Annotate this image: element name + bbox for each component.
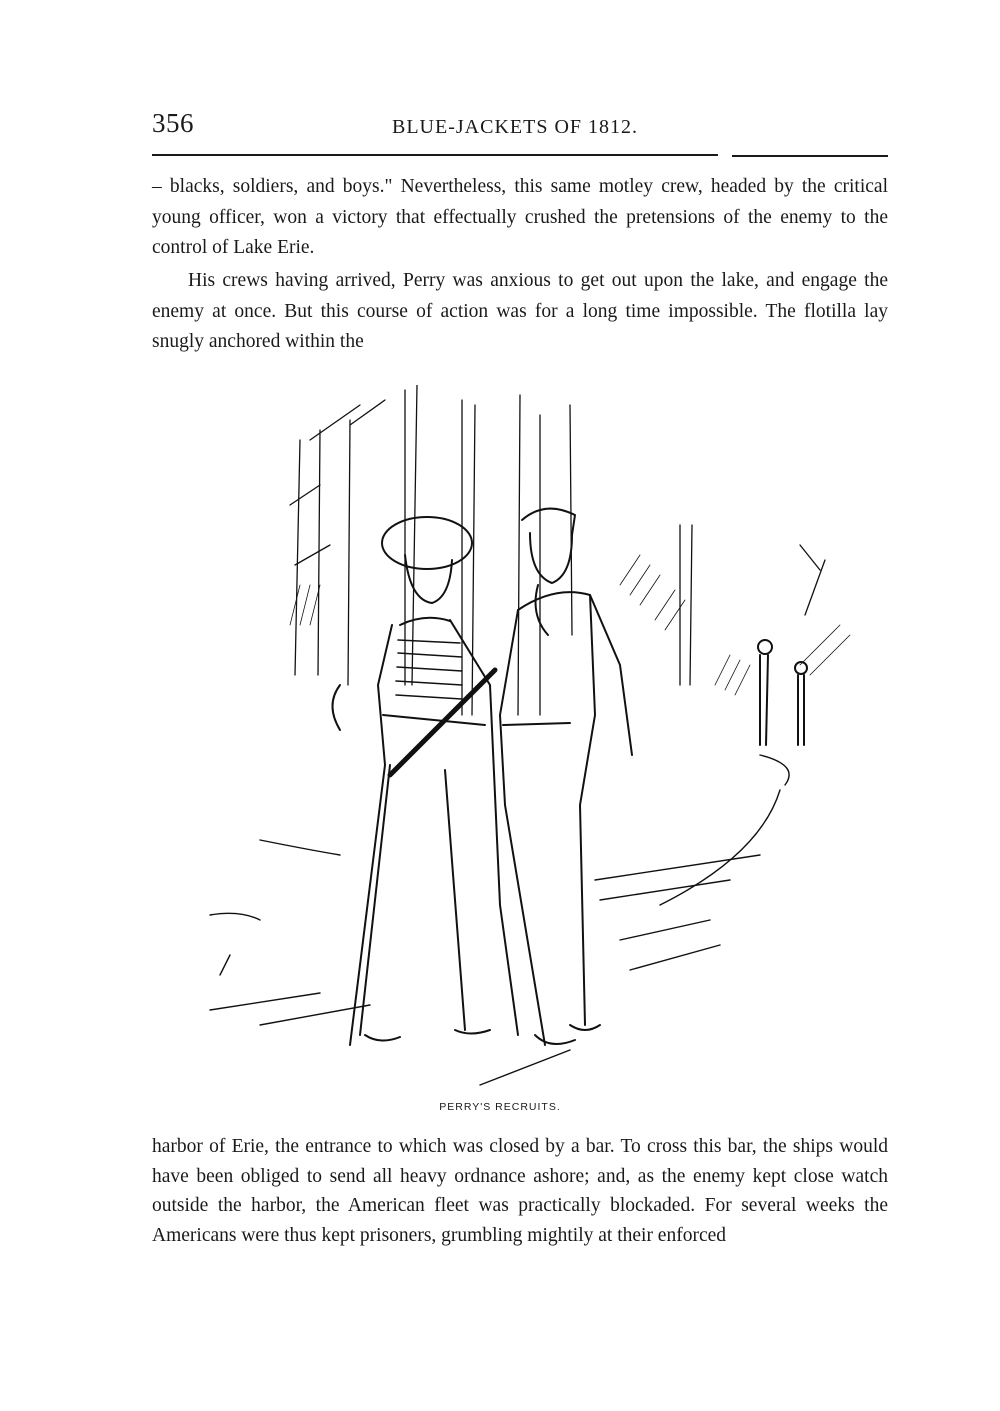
paragraph-2: His crews having arrived, Perry was anxious to get out upon the lake, and engage the enemy at once. But this course of action was for a long time impossible. The flotilla lay snugly anchored within the: [152, 270, 888, 352]
figure-caption: PERRY'S RECRUITS.: [439, 1101, 561, 1113]
paragraph-1: – blacks, soldiers, and boys." Nevertheless, this same motley crew, headed by the critical young officer, won a victory that effectually crushed the pretensions of the enemy to the control of Lake Erie.: [152, 176, 888, 258]
page-number: 356: [152, 108, 194, 138]
header-rule-right: [732, 155, 888, 157]
header-rule: [152, 154, 718, 156]
illustration-perrys-recruits: [200, 385, 865, 1100]
paragraph-3: harbor of Erie, the entrance to which was closed by a bar. To cross this bar, the ships would have been obliged to send all heavy ordnance ashore; and, as the enemy kept close watch outside the harbor, the American fleet was practically blockaded. For several weeks the Americans were thus kept prisoners, grumbling mightily at their enforced: [152, 1136, 888, 1246]
illustration-drawing: [200, 385, 865, 1100]
running-title: BLUE-JACKETS OF 1812.: [392, 116, 639, 138]
